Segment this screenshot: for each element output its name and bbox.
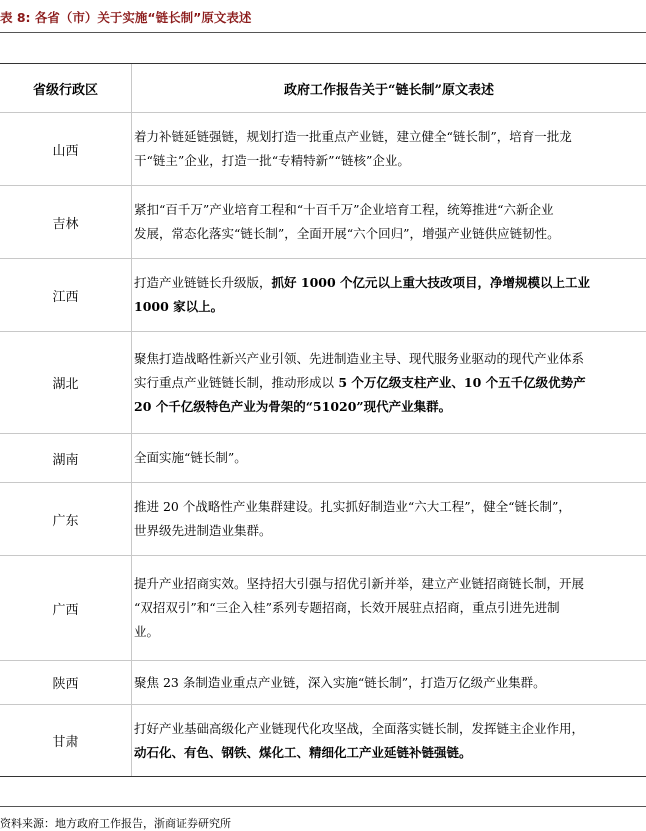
header-province: 省级行政区 (32, 82, 98, 98)
statement-cell (134, 483, 646, 555)
province-cell: 吉林 (52, 216, 79, 232)
table-row (0, 332, 646, 433)
province-cell: 江西 (52, 289, 79, 305)
text: 推进 20 个战略性产业集群建设。扎实抓好制造业“六大工程”，健全“链长制”， (134, 499, 571, 514)
table-row (0, 186, 646, 258)
statement-line (134, 271, 646, 295)
statement-line (134, 741, 646, 765)
bold-text: 1000 家以上。 (134, 299, 224, 314)
text: 发展，常态化落实“链长制”，全面开展“六个回归”，增强产业链供应链韧性。 (134, 226, 560, 241)
text: 着力补链延链强链，规划打造一批重点产业链，建立健全“链长制”，培育一批龙 (134, 129, 572, 144)
statement-line (134, 149, 646, 173)
text: 聚焦打造战略性新兴产业引领、先进制造业主导、现代服务业驱动的现代产业体系 (134, 350, 585, 366)
statement-cell (134, 556, 646, 660)
statement-line (134, 446, 646, 470)
bold-text: 20 个千亿级特色产业为骨架的“51020”现代产业集群。 (134, 398, 452, 414)
source-rule (0, 806, 646, 807)
table-row (0, 259, 646, 331)
table-bottom-rule (0, 776, 646, 777)
bold-text: 5 个万亿级支柱产业、10 个五千亿级优势产 (334, 374, 586, 390)
table-title: 表 8: 各省（市）关于实施“链长制”原文表述 (0, 10, 252, 25)
statement-line (134, 295, 646, 319)
bold-text: 动石化、有色、钢铁、煤化工、精细化工产业延链补链强链。 (134, 744, 472, 760)
statement-line (134, 572, 646, 596)
statement-cell (134, 113, 646, 185)
text: 聚焦 23 条制造业重点产业链，深入实施“链长制”，打造万亿级产业集群。 (134, 674, 546, 690)
table-row (0, 434, 646, 482)
statement-cell (134, 259, 646, 331)
text: 干“链主”企业，打造一批“专精特新”“链核”企业。 (134, 153, 410, 168)
text: “双招双引”和“三企入桂”系列专题招商，长效开展驻点招商，重点引进先进制 (134, 600, 560, 615)
title-rule (0, 32, 646, 33)
statement-line (134, 371, 646, 395)
province-cell: 湖北 (52, 377, 79, 392)
province-cell: 广西 (52, 602, 79, 618)
statement-line (134, 495, 646, 519)
text: 打好产业基础高级化产业链现代化攻坚战，全面落实链长制，发挥链主企业作用， (134, 720, 585, 736)
province-cell: 山西 (52, 143, 79, 159)
statement-cell (134, 705, 646, 776)
province-cell: 广东 (52, 513, 79, 529)
text: 打造产业链链长升级版， (134, 275, 272, 290)
table-row (0, 113, 646, 185)
text: 提升产业招商实效。坚持招大引强与招优引新并举，建立产业链招商链长制，开展 (134, 576, 585, 591)
statement-line (134, 519, 646, 543)
text: 紧扣“百千万”产业培育工程和“十百千万”企业培育工程，统筹推进“六新企业 (134, 202, 554, 217)
province-cell: 甘肃 (52, 735, 79, 750)
table-row (0, 661, 646, 704)
statement-line (134, 620, 646, 644)
table-row (0, 483, 646, 555)
province-cell: 陕西 (52, 677, 79, 692)
text: 实行重点产业链链长制，推动形成以 (134, 374, 335, 390)
statement-line (134, 125, 646, 149)
bold-text: 抓好 1000 个亿元以上重大技改项目，净增规模以上工业 (271, 275, 591, 290)
statement-cell (134, 332, 646, 433)
statement-cell (134, 434, 646, 482)
statement-line (134, 222, 646, 246)
header-statement: 政府工作报告关于“链长制”原文表述 (284, 82, 494, 98)
province-cell: 湖南 (52, 452, 79, 468)
text: 业。 (134, 624, 160, 639)
source-note: 资料来源：地方政府工作报告，浙商证券研究所 (0, 817, 231, 830)
text: 世界级先进制造业集群。 (134, 523, 272, 538)
statement-cell (134, 661, 646, 704)
statement-line (134, 347, 646, 371)
statement-line (134, 596, 646, 620)
statement-line (134, 671, 646, 695)
statement-line (134, 198, 646, 222)
text: 全面实施“链长制”。 (134, 450, 247, 465)
statement-cell (134, 186, 646, 258)
table-header (0, 64, 646, 112)
statement-line (134, 717, 646, 741)
table-row (0, 556, 646, 660)
table-row (0, 705, 646, 776)
statement-line (134, 395, 646, 419)
